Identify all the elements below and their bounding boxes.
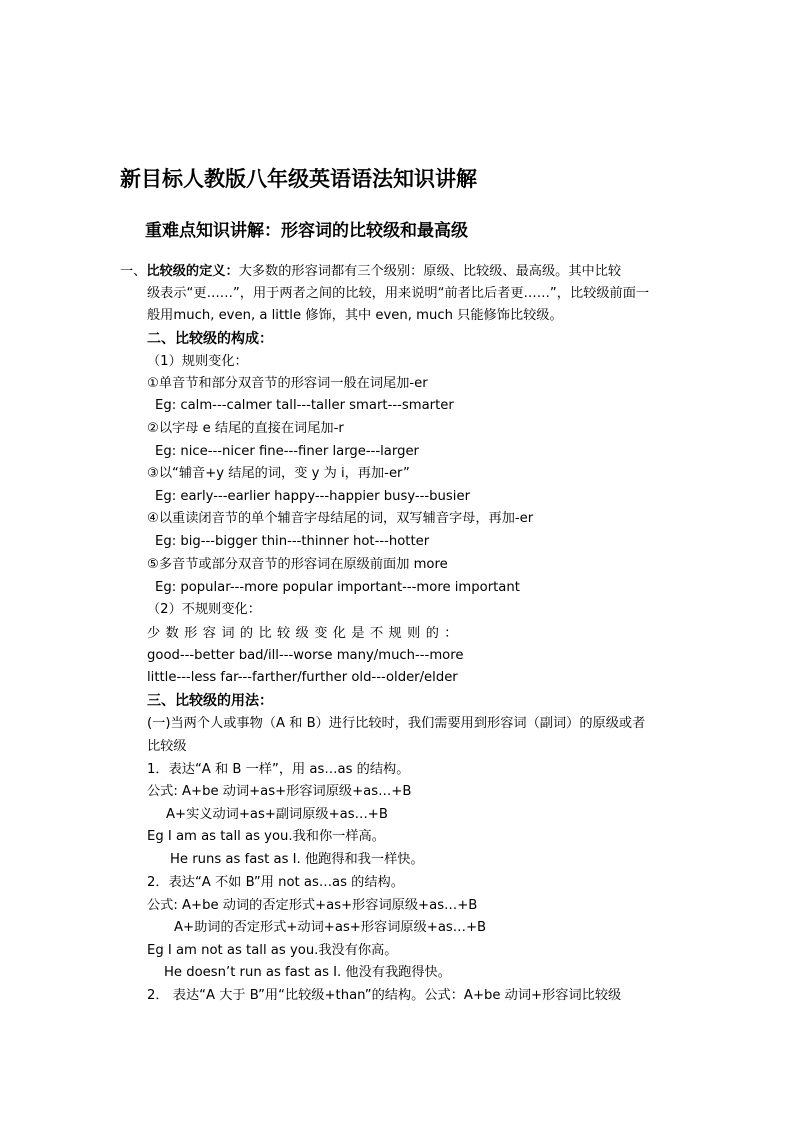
document-title: 新目标人教版八年级英语语法知识讲解 bbox=[120, 166, 477, 191]
section-1-line-1 bbox=[120, 262, 621, 282]
point-1-formula-1: 公式: A+be 动词+as+形容词原级+as…+B bbox=[147, 784, 412, 799]
section-2-heading: 二、比较级的构成： bbox=[147, 331, 273, 347]
rule-4-example: Eg: big---bigger thin---thinner hot---hotter bbox=[155, 534, 430, 549]
point-3: 2． 表达“A 大于 B”用“比较级+than”的结构。公式：A+be 动词+形容词比较级 bbox=[147, 988, 622, 1003]
section-1-marker: 一、 bbox=[120, 264, 147, 279]
section-1-line-3: 般用much, even, a little 修饰，其中 even, much 只能修饰比较级。 bbox=[147, 308, 563, 323]
irregular-example-2: little---less far---farther/further old---older/elder bbox=[147, 670, 458, 685]
point-2: 2．表达“A 不如 B”用 not as…as 的结构。 bbox=[147, 875, 404, 890]
regular-change-heading: （1）规则变化： bbox=[147, 354, 248, 369]
point-2-example-1: Eg I am not as tall as you.我没有你高。 bbox=[147, 943, 398, 958]
point-2-example-2: He doesn’t run as fast as I. 他没有我跑得快。 bbox=[164, 965, 451, 980]
rule-1-example: Eg: calm---calmer tall---taller smart---smarter bbox=[155, 398, 454, 413]
irregular-change-heading: （2）不规则变化： bbox=[147, 602, 261, 617]
rule-2: ②以字母 e 结尾的直接在词尾加-r bbox=[147, 421, 344, 436]
point-2-formula-2: A+助词的否定形式+动词+as+形容词原级+as…+B bbox=[174, 920, 487, 935]
point-1: 1．表达“A 和 B 一样”，用 as…as 的结构。 bbox=[147, 762, 410, 777]
section-3-heading: 三、比较级的用法： bbox=[147, 693, 273, 709]
irregular-line: 少 数 形 容 词 的 比 较 级 变 化 是 不 规 则 的 ： bbox=[147, 626, 459, 641]
section-3-intro-1: (一)当两个人或事物（A 和 B）进行比较时，我们需要用到形容词（副词）的原级或者 bbox=[147, 716, 646, 731]
rule-4: ④以重读闭音节的单个辅音字母结尾的词，双写辅音字母，再加-er bbox=[147, 511, 534, 526]
rule-5: ⑤多音节或部分双音节的形容词在原级前面加 more bbox=[147, 557, 448, 572]
irregular-example-1: good---better bad/ill---worse many/much---more bbox=[147, 648, 464, 663]
document-subtitle: 重难点知识讲解：形容词的比较级和最高级 bbox=[145, 221, 468, 241]
section-1-heading: 比较级的定义： bbox=[146, 264, 239, 279]
point-1-example-1: Eg I am as tall as you.我和你一样高。 bbox=[147, 829, 385, 844]
section-1-text-1: 大多数的形容词都有三个级别：原级、比较级、最高级。其中比较 bbox=[238, 264, 622, 279]
rule-3: ③以“辅音+y 结尾的词，变 y 为 i，再加-er” bbox=[147, 466, 410, 481]
section-1-line-2: 级表示“更……”，用于两者之间的比较，用来说明“前者比后者更……”，比较级前面一 bbox=[147, 286, 650, 301]
point-1-example-2: He runs as fast as I. 他跑得和我一样快。 bbox=[170, 852, 424, 867]
rule-3-example: Eg: early---earlier happy---happier busy---busier bbox=[155, 489, 470, 504]
rule-1: ①单音节和部分双音节的形容词一般在词尾加-er bbox=[147, 376, 428, 391]
rule-2-example: Eg: nice---nicer fine---finer large---larger bbox=[155, 444, 419, 459]
section-3-intro-2: 比较级 bbox=[147, 739, 187, 754]
point-2-formula-1: 公式: A+be 动词的否定形式+as+形容词原级+as…+B bbox=[147, 898, 478, 913]
point-1-formula-2: A+实义动词+as+副词原级+as…+B bbox=[166, 807, 388, 822]
rule-5-example: Eg: popular---more popular important---more important bbox=[155, 580, 520, 595]
